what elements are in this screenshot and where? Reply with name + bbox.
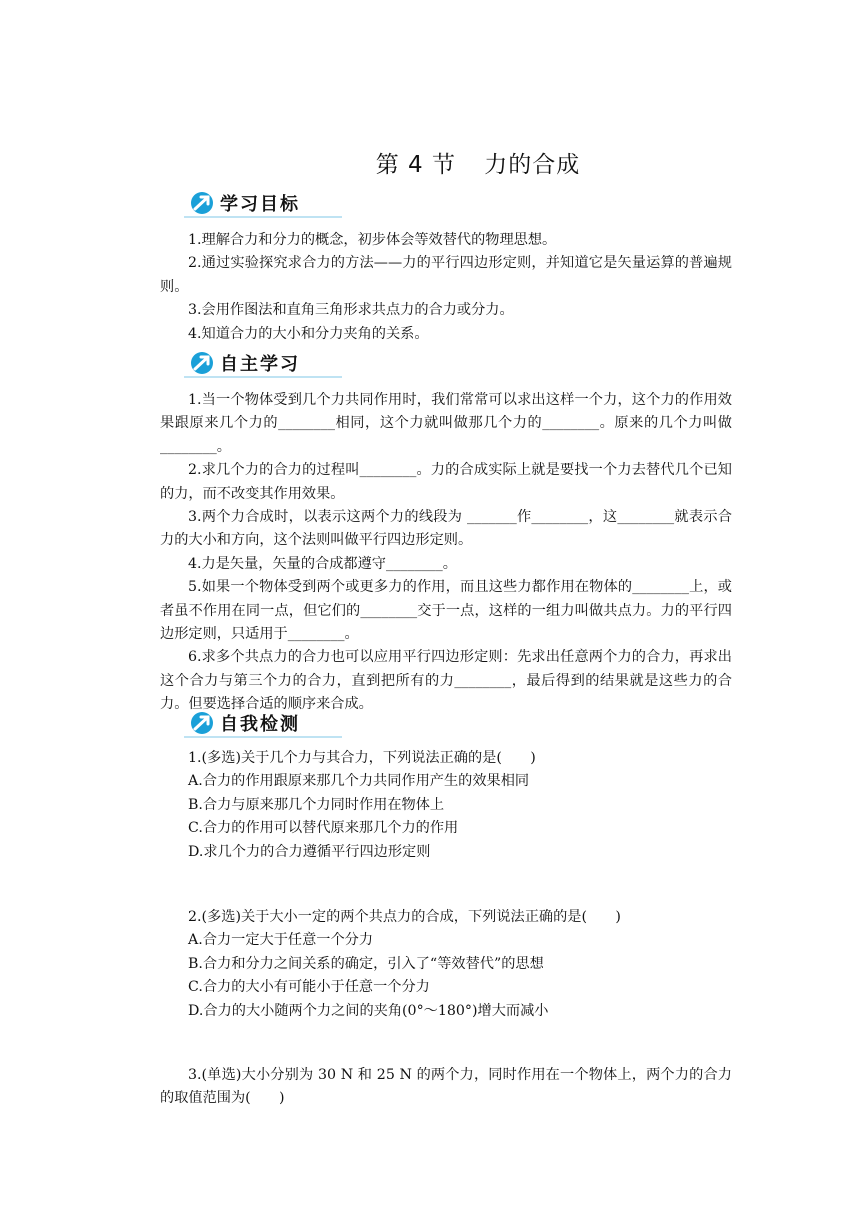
question-option: D.求几个力的合力遵循平行四边形定则 — [188, 843, 431, 860]
fill-in-item: 6.求多个共点力的合力也可以应用平行四边形定则：先求出任意两个力的合力，再求出这个合力与第三个力的合力，直到把所有的力________，最后得到的结果就是这些力的合力。但要选择合适的顺序来合成。 — [160, 649, 732, 713]
section-underline — [184, 216, 342, 218]
objectives-list — [160, 229, 732, 346]
question-stem: 2.(多选)关于大小一定的两个共点力的合成，下列说法正确的是( ) — [188, 909, 621, 925]
question-option: C.合力的作用可以替代原来那几个力的作用 — [188, 820, 459, 837]
objective-item: 3.会用作图法和直角三角形求共点力的合力或分力。 — [188, 302, 514, 319]
section-header-label: 自主学习 — [220, 354, 300, 375]
arrow-badge-icon — [184, 348, 220, 378]
question-2 — [160, 906, 732, 1023]
page-title — [0, 146, 860, 179]
section-underline — [184, 736, 342, 738]
question-option: A.合力的作用跟原来那几个力共同作用产生的效果相同 — [188, 773, 530, 790]
question-option: D.合力的大小随两个力之间的夹角(0°～180°)增大而减小 — [188, 1002, 549, 1019]
question-stem: 3.(单选)大小分别为 30 N 和 25 N 的两个力，同时作用在一个物体上，两个力的合力的取值范围为( ) — [160, 1067, 732, 1107]
section-name: 力的合成 — [484, 152, 581, 178]
question-3 — [160, 1064, 732, 1111]
question-1 — [160, 747, 732, 864]
fill-in-item: 4.力是矢量，矢量的合成都遵守________。 — [188, 555, 457, 572]
fill-in-item: 2.求几个力的合力的过程叫________。力的合成实际上就是要找一个力去替代几个已知的力，而不改变其作用效果。 — [160, 462, 732, 502]
objective-item: 4.知道合力的大小和分力夹角的关系。 — [188, 325, 429, 342]
objective-item: 2.通过实验探究求合力的方法——力的平行四边形定则，并知道它是矢量运算的普遍规则。 — [160, 255, 732, 295]
section-header-label: 自我检测 — [220, 714, 300, 735]
question-option: A.合力一定大于任意一个分力 — [188, 932, 374, 949]
section-header-label: 学习目标 — [220, 194, 300, 215]
section-underline — [184, 376, 342, 378]
fill-in-item: 3.两个力合成时，以表示这两个力的线段为 _______作________，这________就表示合力的大小和方向，这个法则叫做平行四边形定则。 — [160, 509, 732, 549]
objective-item: 1.理解合力和分力的概念，初步体会等效替代的物理思想。 — [188, 232, 557, 248]
arrow-badge-icon — [184, 188, 220, 218]
question-option: C.合力的大小有可能小于任意一个分力 — [188, 979, 430, 996]
self-study-list — [160, 389, 732, 717]
question-stem: 1.(多选)关于几个力与其合力，下列说法正确的是( ) — [188, 750, 536, 766]
section-header-self-study — [184, 348, 344, 378]
fill-in-item: 1.当一个物体受到几个力共同作用时，我们常常可以求出这样一个力，这个力的作用效果跟原来几个力的________相同，这个力就叫做那几个力的________。原来的几个力叫做________。 — [160, 392, 732, 455]
section-header-self-test — [184, 708, 344, 738]
question-option: B.合力与原来那几个力同时作用在物体上 — [188, 796, 445, 813]
section-header-objectives — [184, 188, 344, 218]
question-option: B.合力和分力之间关系的确定，引入了“等效替代”的思想 — [188, 955, 544, 972]
section-number: 第 4 节 — [375, 152, 456, 178]
fill-in-item: 5.如果一个物体受到两个或更多力的作用，而且这些力都作用在物体的________上，或者虽不作用在同一点，但它们的________交于一点，这样的一组力叫做共点力。力的平行四边形定则，只适用于________。 — [160, 579, 732, 643]
arrow-badge-icon — [184, 708, 220, 738]
